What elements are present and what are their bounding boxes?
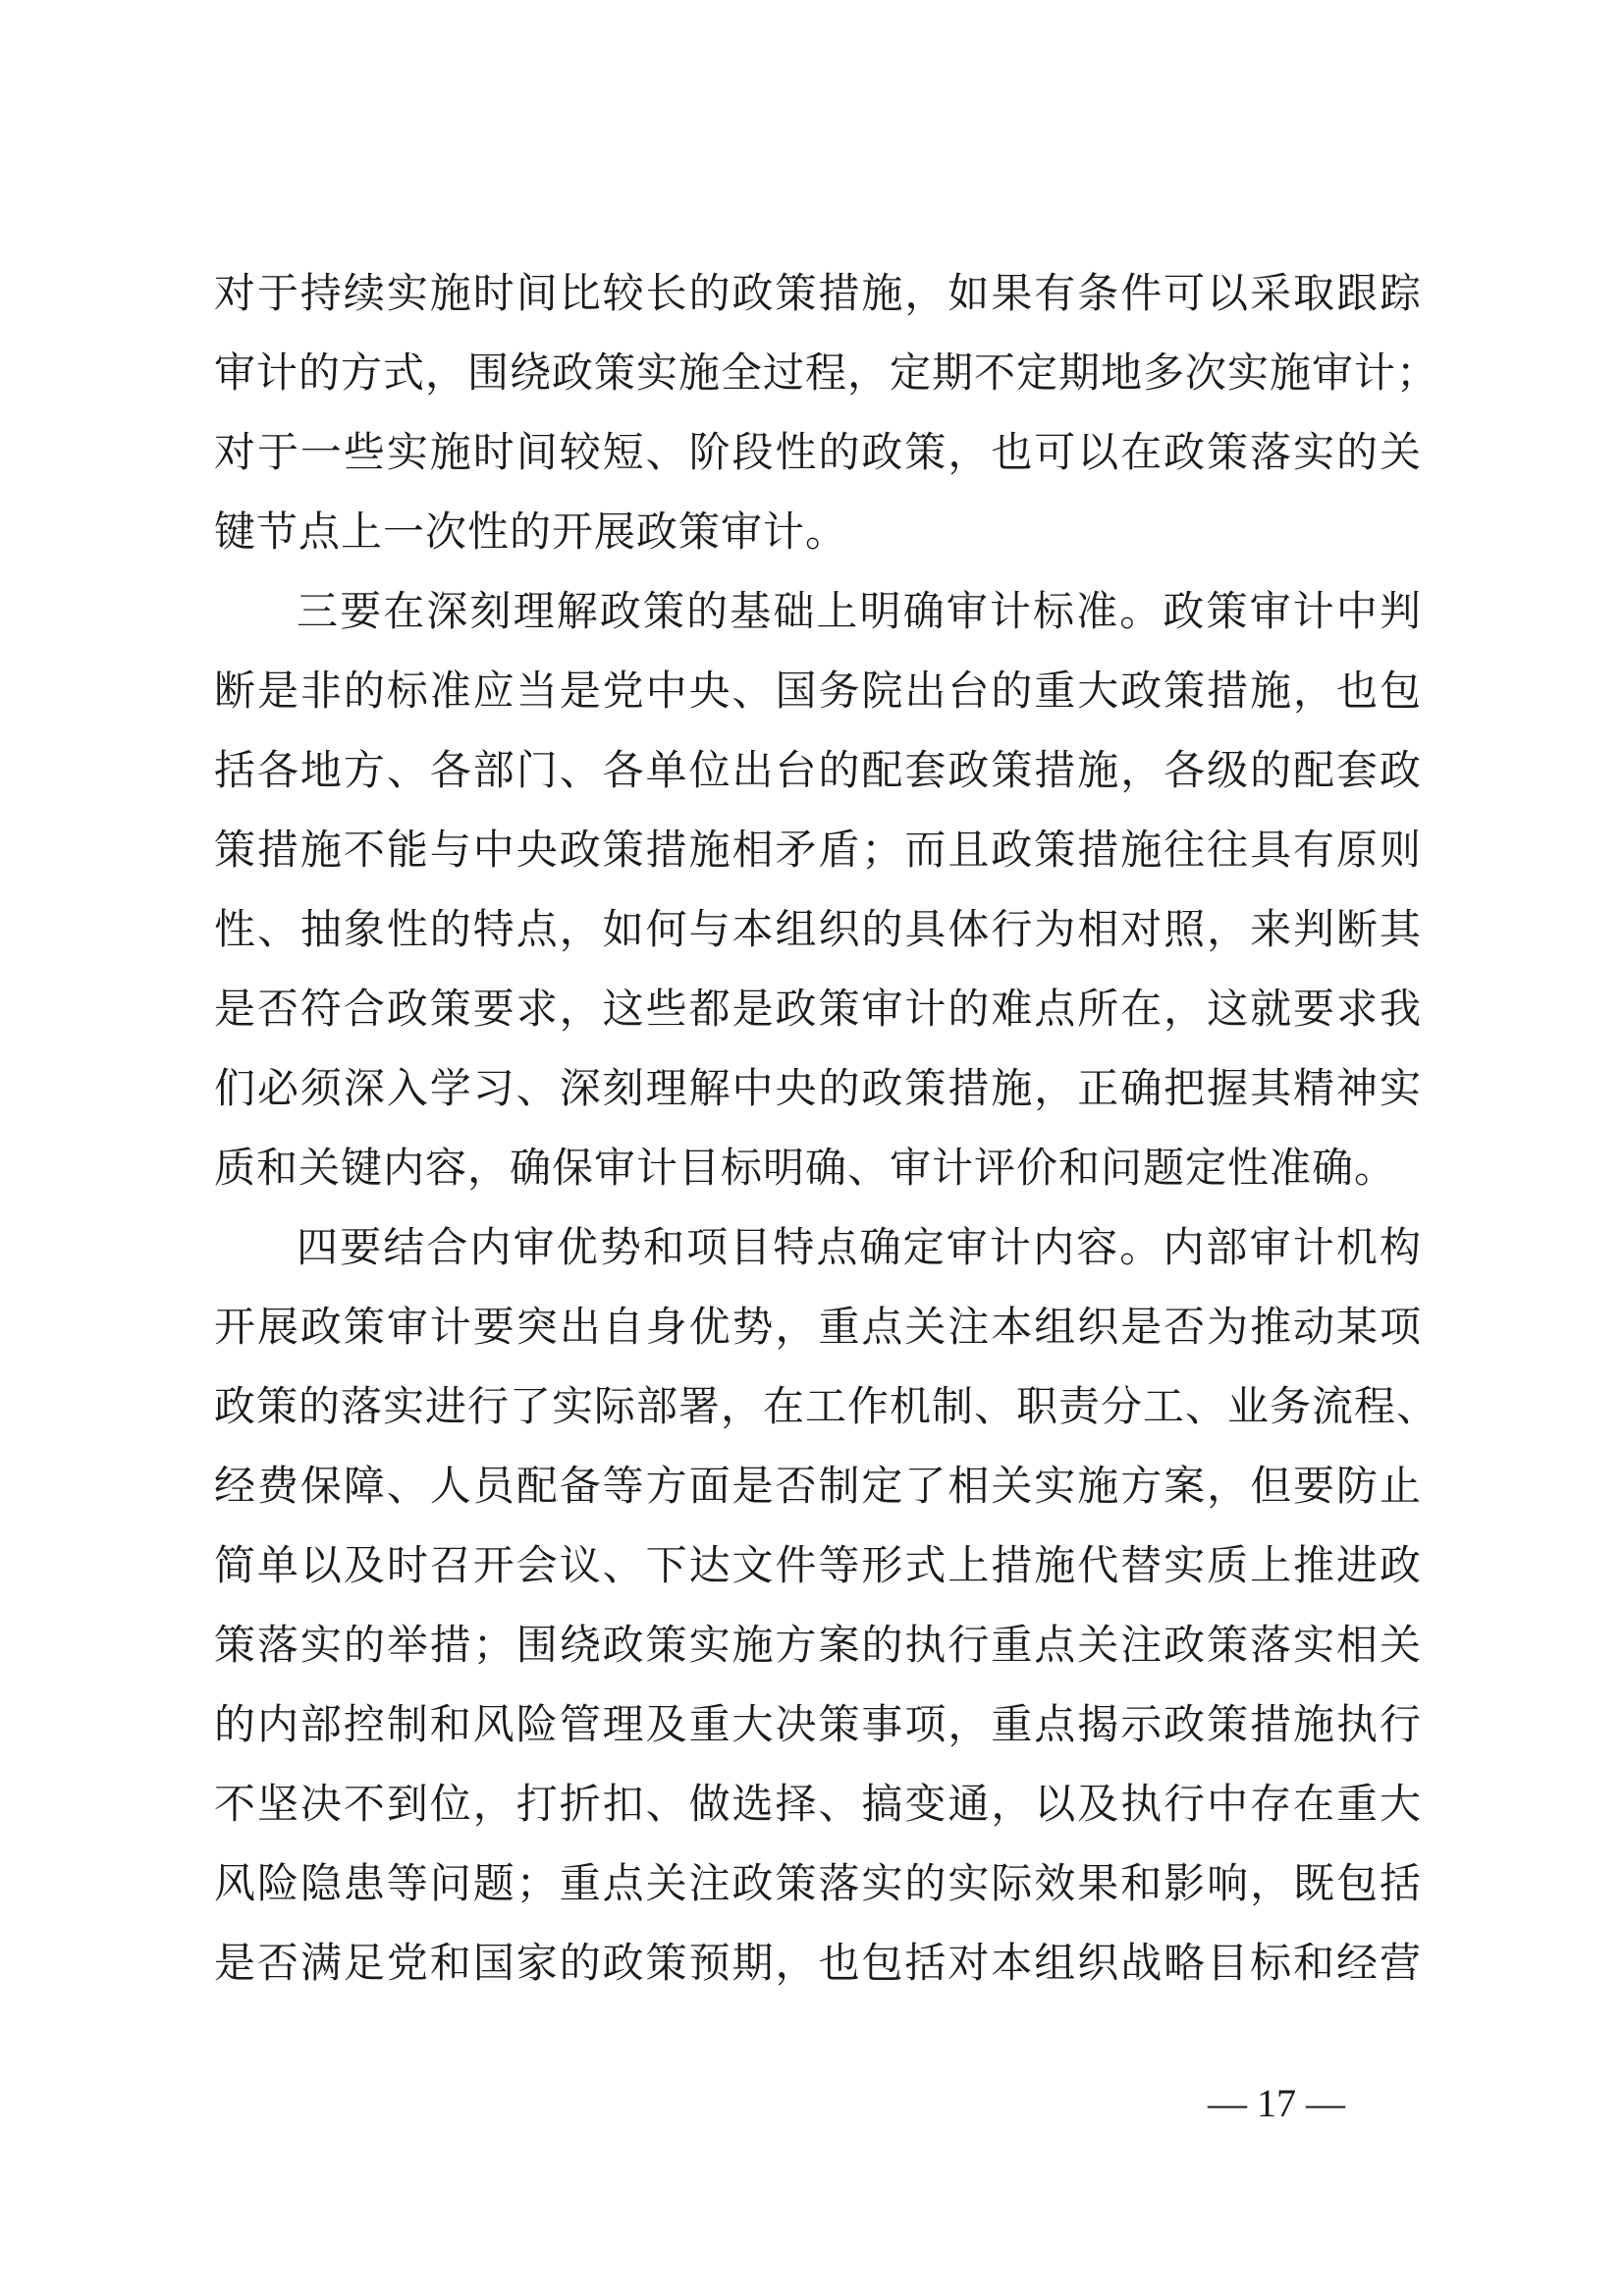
text-line: 简单以及时召开会议、下达文件等形式上措施代替实质上推进政 bbox=[214, 1541, 1422, 1589]
text-line: 是否满足党和国家的政策预期，也包括对本组织战略目标和经营 bbox=[214, 1939, 1422, 1987]
text-line: 审计的方式，围绕政策实施全过程，定期不定期地多次实施审计； bbox=[214, 348, 1439, 397]
text-line: 不坚决不到位，打折扣、做选择、搞变通，以及执行中存在重大 bbox=[214, 1780, 1422, 1828]
text-line: 性、抽象性的特点，如何与本组织的具体行为相对照，来判断其 bbox=[214, 905, 1422, 953]
text-line: 键节点上一次性的开展政策审计。 bbox=[214, 507, 848, 556]
text-line: 风险隐患等问题；重点关注政策落实的实际效果和影响，既包括 bbox=[214, 1859, 1422, 1907]
text-line: 开展政策审计要突出自身优势，重点关注本组织是否为推动某项 bbox=[214, 1303, 1422, 1351]
text-line: 的内部控制和风险管理及重大决策事项，重点揭示政策措施执行 bbox=[214, 1700, 1422, 1748]
text-line: 对于持续实施时间比较长的政策措施，如果有条件可以采取跟踪 bbox=[214, 269, 1422, 317]
text-line: 策落实的举措；围绕政策实施方案的执行重点关注政策落实相关 bbox=[214, 1621, 1422, 1669]
text-line: 经费保障、人员配备等方面是否制定了相关实施方案，但要防止 bbox=[214, 1462, 1422, 1510]
text-line: 括各地方、各部门、各单位出台的配套政策措施，各级的配套政 bbox=[214, 746, 1422, 794]
text-line: 质和关键内容，确保审计目标明确、审计评价和问题定性准确。 bbox=[214, 1144, 1397, 1192]
text-line: 是否符合政策要求，这些都是政策审计的难点所在，这就要求我 bbox=[214, 985, 1422, 1033]
body-text bbox=[214, 253, 1439, 2002]
text-line: 四要结合内审优势和项目特点确定审计内容。内部审计机构 bbox=[297, 1223, 1422, 1271]
page-number: — 17 — bbox=[1208, 2081, 1345, 2125]
text-line: 们必须深入学习、深刻理解中央的政策措施，正确把握其精神实 bbox=[214, 1064, 1422, 1112]
text-line: 三要在深刻理解政策的基础上明确审计标准。政策审计中判 bbox=[297, 587, 1422, 635]
text-line: 策措施不能与中央政策措施相矛盾；而且政策措施往往具有原则 bbox=[214, 826, 1422, 874]
text-line: 对于一些实施时间较短、阶段性的政策，也可以在政策落实的关 bbox=[214, 428, 1422, 476]
text-line: 断是非的标准应当是党中央、国务院出台的重大政策措施，也包 bbox=[214, 667, 1422, 715]
text-line: 政策的落实进行了实际部署，在工作机制、职责分工、业务流程、 bbox=[214, 1382, 1439, 1430]
